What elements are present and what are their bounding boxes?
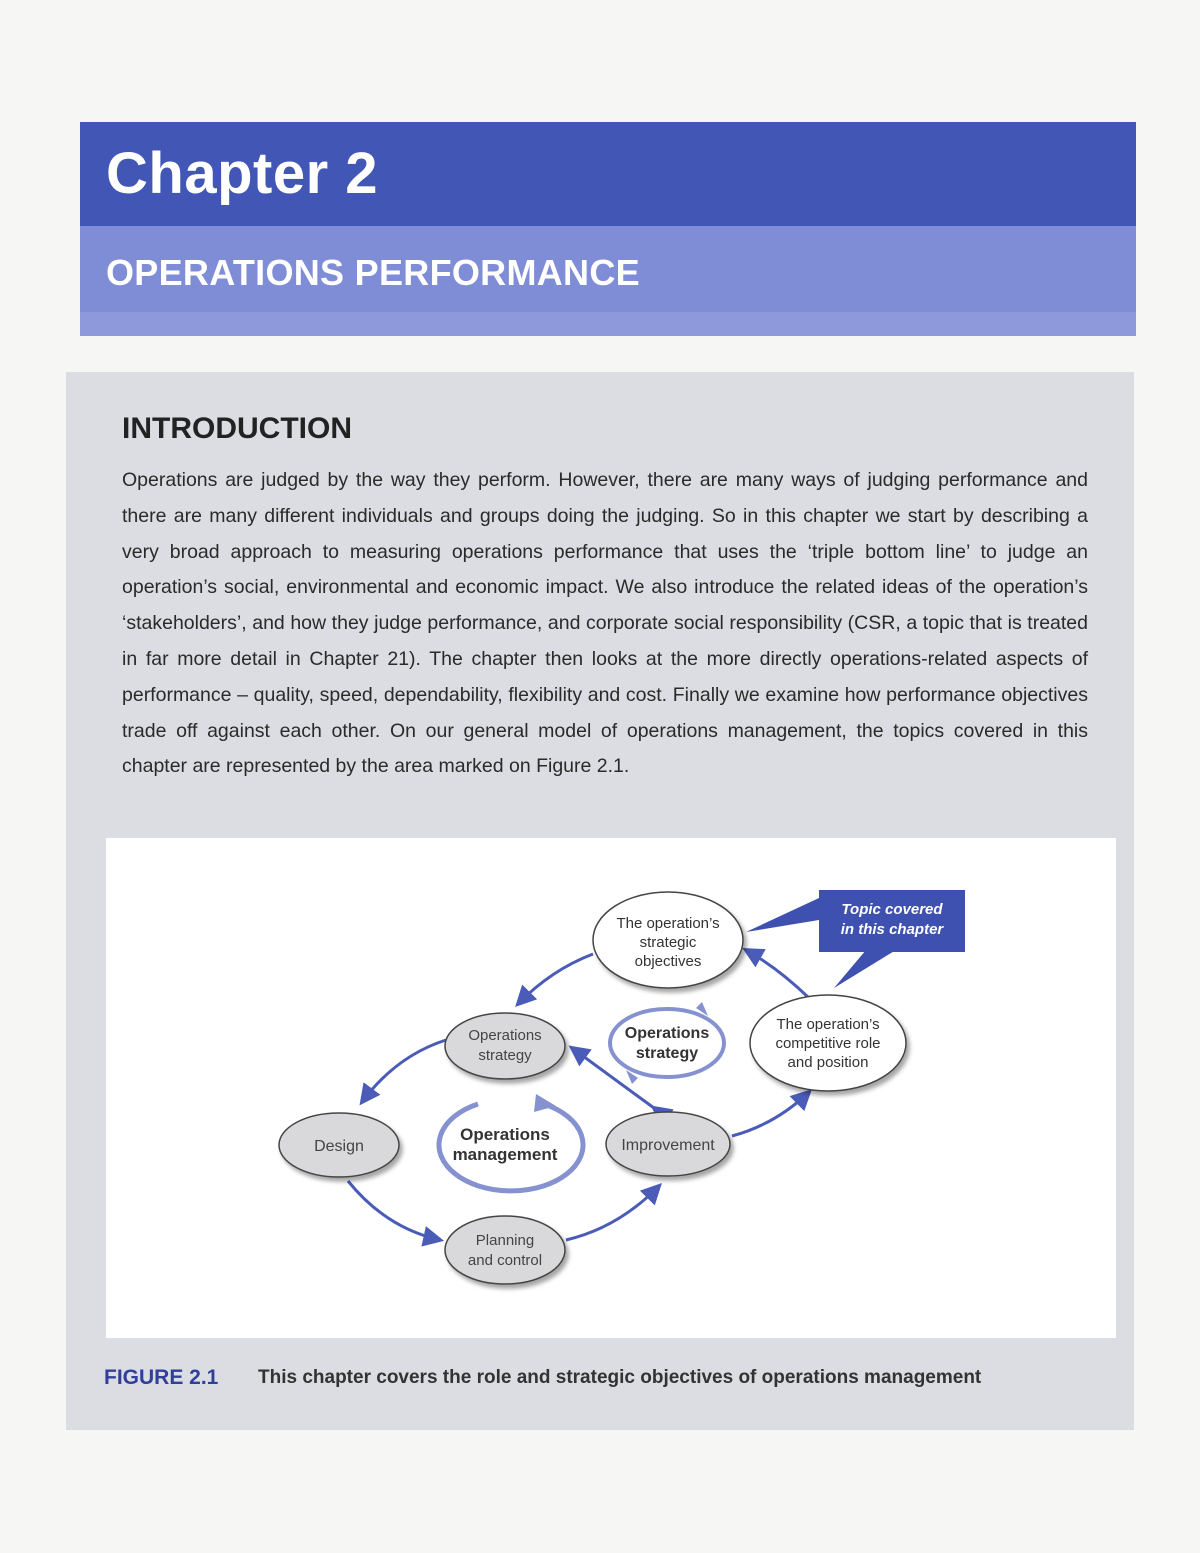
figure-caption-text: This chapter covers the role and strategic objectives of operations management <box>258 1367 982 1388</box>
node-design-label: Design <box>314 1138 364 1155</box>
node-operations-strategy-line-2: strategy <box>478 1047 532 1064</box>
node-operations-strategy-line-1: Operations <box>468 1027 542 1044</box>
node-planning-control-line-1: Planning <box>475 1232 535 1249</box>
callout-line-2: in this chapter <box>840 921 944 938</box>
arrow-competitive-to-objectives <box>746 950 809 998</box>
chapter-title: Chapter 2 <box>106 141 379 206</box>
figure-2-1 <box>106 838 1116 1338</box>
node-improvement-label: Improvement <box>621 1137 715 1154</box>
node-planning-control-line-2: and control <box>467 1252 543 1269</box>
node-planning-control <box>445 1216 565 1284</box>
arrow-objectives-to-strategy <box>518 954 593 1004</box>
cycle-arrows <box>348 950 809 1240</box>
cycle-operations-management-line-2: management <box>452 1145 558 1164</box>
introduction-heading: INTRODUCTION <box>122 412 352 445</box>
node-competitive-role-line-1: The operation’s <box>776 1016 880 1033</box>
node-strategic-objectives-line-2: strategic <box>639 934 697 951</box>
figure-caption-label: FIGURE 2.1 <box>104 1366 219 1389</box>
node-operations-strategy <box>445 1013 565 1079</box>
cycle-operations-strategy-line-1: Operations <box>624 1025 710 1042</box>
arrow-design-to-planning <box>348 1181 440 1240</box>
node-strategic-objectives-line-1: The operation’s <box>616 915 720 932</box>
cycle-operations-strategy-line-2: strategy <box>635 1045 699 1062</box>
arrow-planning-to-improvement <box>566 1186 659 1240</box>
cycle-operations-management-line-1: Operations <box>460 1125 550 1144</box>
arrow-improvement-to-competitive <box>732 1092 809 1136</box>
node-strategic-objectives-line-3: objectives <box>634 953 702 970</box>
operations-model-diagram <box>106 838 1116 1338</box>
operations-strategy-cycle <box>610 1002 724 1084</box>
node-competitive-role-line-3: and position <box>787 1054 869 1071</box>
chapter-subtitle: OPERATIONS PERFORMANCE <box>106 252 640 293</box>
node-competitive-role-line-2: competitive role <box>775 1035 881 1052</box>
arrow-strategy-to-design <box>362 1040 446 1102</box>
callout-line-1: Topic covered <box>841 901 943 918</box>
introduction-body: Operations are judged by the way they perform. However, there are many ways of judging performance and there are many different individuals and groups doing the judging. So in this chapter we start by describing a very broad approach to measuring operations performance that uses the ‘triple bottom line’ to judge an operation’s social, environmental and economic impact. We also introduce the related ideas of the operation’s ‘stakeholders’, and how they judge performance, and corporate social responsibility (CSR, a topic that is treated in far more detail in Chapter 21). The chapter then looks at the more directly operations-related aspects of performance – quality, speed, dependability, flexibility and cost. Finally we examine how performance objectives trade off against each other. On our general model of operations management, the topics covered in this chapter are represented by the area marked on Figure 2.1. <box>122 469 1088 778</box>
